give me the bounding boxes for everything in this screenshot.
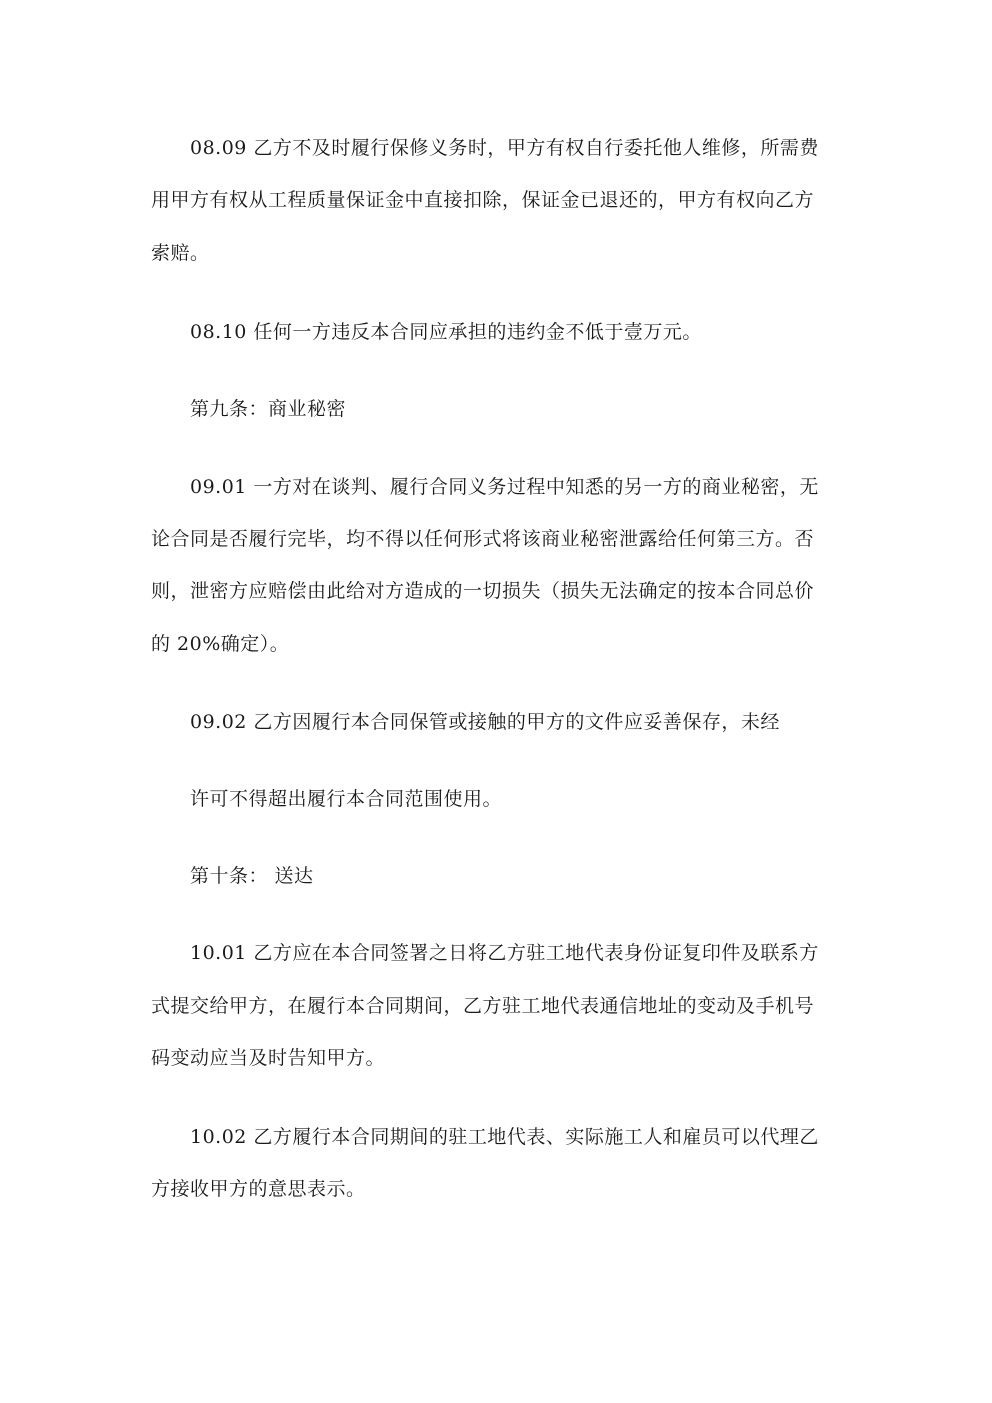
- clause-08-09-line-2: 用甲方有权从工程质量保证金中直接扣除，保证金已退还的，甲方有权向乙方: [151, 189, 815, 211]
- clause-08-10-line-1: 08.10 任何一方违反本合同应承担的违约金不低于壹万元。: [190, 321, 702, 343]
- clause-10-01-line-3: 码变动应当及时告知甲方。: [151, 1047, 386, 1069]
- clause-09-02-line-2: 许可不得超出履行本合同范围使用。: [190, 788, 503, 810]
- clause-10-01-line-1: 10.01 乙方应在本合同签署之日将乙方驻工地代表身份证复印件及联系方: [190, 942, 819, 964]
- clause-09-01-line-3: 则，泄密方应赔偿由此给对方造成的一切损失（损失无法确定的按本合同总价: [151, 580, 815, 602]
- clause-10-02-line-1: 10.02 乙方履行本合同期间的驻工地代表、实际施工人和雇员可以代理乙: [190, 1126, 819, 1148]
- clause-08-09-line-3: 索赔。: [151, 242, 210, 264]
- clause-09-01-line-4: 的 20%确定）。: [151, 633, 290, 655]
- clause-10-02-line-2: 方接收甲方的意思表示。: [151, 1178, 366, 1200]
- clause-08-09-line-1: 08.09 乙方不及时履行保修义务时，甲方有权自行委托他人维修，所需费: [190, 137, 819, 159]
- clause-09-01-line-1: 09.01 一方对在谈判、履行合同义务过程中知悉的另一方的商业秘密，无: [190, 476, 819, 498]
- article-9-heading: 第九条：商业秘密: [190, 398, 347, 420]
- clause-10-01-line-2: 式提交给甲方，在履行本合同期间，乙方驻工地代表通信地址的变动及手机号: [151, 995, 815, 1017]
- clause-09-02-line-1: 09.02 乙方因履行本合同保管或接触的甲方的文件应妥善保存，未经: [190, 711, 780, 733]
- article-10-heading: 第十条： 送达: [190, 865, 314, 887]
- clause-09-01-line-2: 论合同是否履行完毕，均不得以任何形式将该商业秘密泄露给任何第三方。否: [151, 528, 815, 550]
